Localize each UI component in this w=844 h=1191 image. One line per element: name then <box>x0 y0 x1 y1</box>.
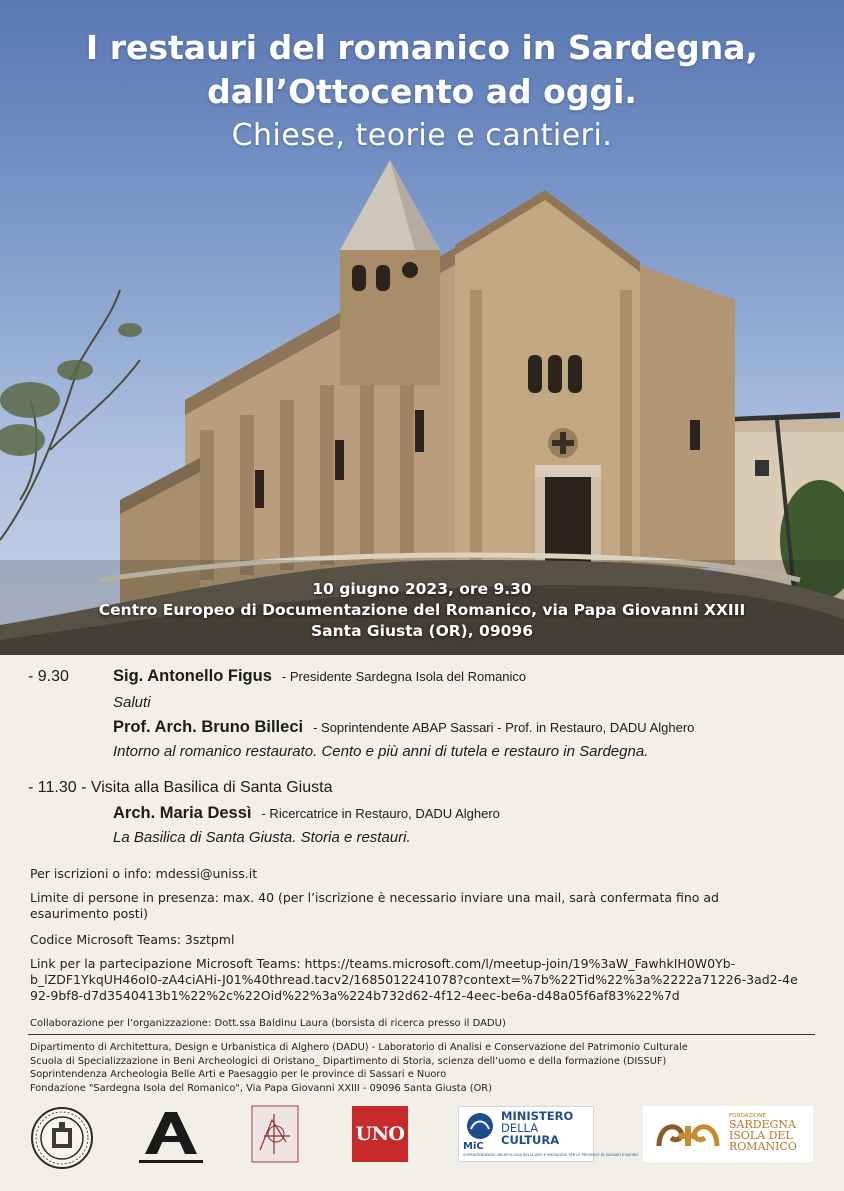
mic-line-2: DELLA <box>501 1121 539 1135</box>
slot1-time: - 9.30 <box>28 668 69 685</box>
speaker-billeci <box>113 718 694 737</box>
university-seal-logo <box>30 1106 94 1170</box>
divider <box>28 1034 815 1035</box>
speaker-role: - Soprintendente ABAP Sassari - Prof. in Restauro, DADU Alghero <box>313 720 695 735</box>
ministero-cultura-logo <box>458 1106 639 1162</box>
slot2-time: - 11.30 - <box>28 779 87 796</box>
fond-line-3: ROMANICO <box>729 1140 797 1153</box>
topic-billeci: Intorno al romanico restaurato. Cento e più anni di tutela e restauro in Sardegna. <box>113 743 649 760</box>
event-city: Santa Giusta (OR), 09096 <box>311 622 533 640</box>
fondazione-sardegna-logo <box>643 1106 813 1162</box>
fond-small: FONDAZIONE <box>729 1113 766 1119</box>
mic-abbr: MiC <box>463 1141 484 1152</box>
mic-line-1: MINISTERO <box>501 1109 574 1123</box>
fondazione-emblem-icon <box>653 1116 723 1152</box>
limit-line-1: Limite di persone in presenza: max. 40 (per l’iscrizione è necessario inviare una mail, sarà confermata fino ad <box>30 890 719 905</box>
dissuf-drawing-logo <box>252 1106 298 1162</box>
teams-link[interactable] <box>30 956 820 1004</box>
speaker-role: - Presidente Sardegna Isola del Romanico <box>281 669 527 684</box>
speaker-name: Sig. Antonello Figus <box>113 667 272 685</box>
mic-small-text: SOPRINTENDENZA ARCHEOLOGIA BELLE ARTI E PAESAGGIO PER LE PROVINCE DI SASSARI E NUORO <box>463 1153 639 1157</box>
teams-link-line-2[interactable]: b_lZDF1YkqUH46oI0-zA4ciAHi-J01%40thread.tacv2/1685012241078?context=%7b%22Tid%22%3a%2222a71226-3ad2-4e <box>30 972 798 987</box>
mic-emblem-icon <box>463 1111 497 1141</box>
teams-link-line-3[interactable]: 92-9bf8-d7d3540413b1%22%2c%22Oid%22%3a%224b732d62-4f12-4eec-be6a-d48a05f6af83%22%7d <box>30 988 680 1003</box>
speaker-figus <box>113 667 526 686</box>
topic-saluti: Saluti <box>113 694 151 711</box>
topic-dessi: La Basilica di Santa Giusta. Storia e restauri. <box>113 829 411 846</box>
title-line-1: I restauri del romanico in Sardegna, <box>85 28 759 67</box>
teams-link-line-1[interactable]: Link per la partecipazione Microsoft Teams: https://teams.microsoft.com/l/meetup-join/19%3aW_FawhkIH0W0Yb- <box>30 956 736 971</box>
event-date: 10 giugno 2023, ore 9.30 <box>312 580 532 598</box>
slot2-activity: Visita alla Basilica di Santa Giusta <box>90 779 333 796</box>
credit-line: Dipartimento di Architettura, Design e Urbanistica di Alghero (DADU) - Laboratorio di Analisi e Conservazione del Patrimonio Culturale <box>30 1042 688 1053</box>
uno-logo-text: UNO <box>355 1123 405 1145</box>
slot2-line <box>28 779 332 797</box>
title-line-2: dall’Ottocento ad oggi. <box>207 72 637 111</box>
fond-line-1: SARDEGNA <box>729 1118 796 1131</box>
uno-logo <box>352 1106 408 1162</box>
dadu-a-logo <box>135 1106 207 1164</box>
contact-email[interactable]: Per iscrizioni o info: mdessi@uniss.it <box>30 866 258 881</box>
credits <box>30 1041 688 1095</box>
speaker-name: Arch. Maria Dessì <box>113 804 252 822</box>
speaker-role: - Ricercatrice in Restauro, DADU Alghero <box>261 806 500 821</box>
teams-code: Codice Microsoft Teams: 3sztpml <box>30 932 235 947</box>
mic-line-3: CULTURA <box>501 1133 560 1147</box>
speaker-dessi <box>113 804 500 823</box>
credit-line: Fondazione "Sardegna Isola del Romanico", Via Papa Giovanni XXIII - 09096 Santa Giusta (OR) <box>30 1082 492 1094</box>
attendance-limit <box>30 890 820 922</box>
subtitle: Chiese, teorie e cantieri. <box>231 118 613 153</box>
contact-info <box>30 866 820 882</box>
speaker-name: Prof. Arch. Bruno Billeci <box>113 718 304 736</box>
collaboration-note: Collaborazione per l’organizzazione: Dott.ssa Baldinu Laura (borsista di ricerca presso il DADU) <box>30 1018 506 1029</box>
fond-line-2: ISOLA DEL <box>729 1129 793 1142</box>
event-venue: Centro Europeo di Documentazione del Romanico, via Papa Giovanni XXIII <box>98 601 746 619</box>
church <box>120 160 735 610</box>
credit-line: Soprintendenza Archeologia Belle Arti e Paesaggio per le province di Sassari e Nuoro <box>30 1069 447 1080</box>
credit-line: Scuola di Specializzazione in Beni Archeologici di Oristano_ Dipartimento di Storia, scienza dell’uomo e della formazione (DISSUF) <box>30 1055 667 1067</box>
limit-line-2: esaurimento posti) <box>30 906 149 921</box>
